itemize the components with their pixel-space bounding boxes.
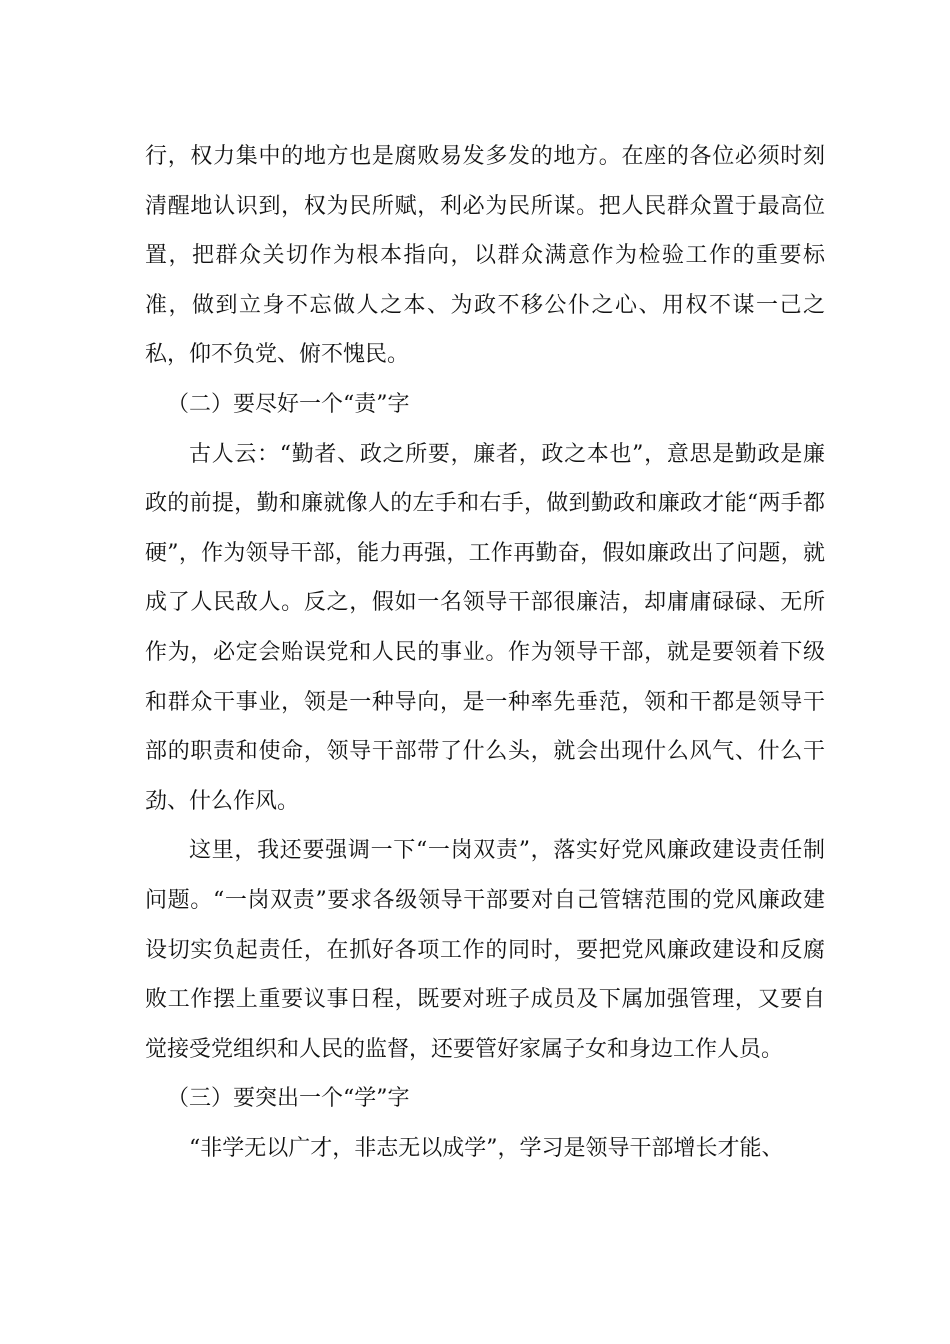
- document-body: [145, 132, 825, 1173]
- paragraph-continuation: 行，权力集中的地方也是腐败易发多发的地方。在座的各位必须时刻清醒地认识到，权为民所赋，利必为民所谋。把人民群众置于最高位置，把群众关切作为根本指向，以群众满意作为检验工作的重要标准，做到立身不忘做人之本、为政不移公仆之心、用权不谋一己之私，仰不负党、俯不愧民。: [145, 144, 825, 368]
- paragraph-learning: “非学无以广才，非志无以成学”，学习是领导干部增长才能、: [189, 1135, 784, 1161]
- paragraph-dual-responsibility: 这里，我还要强调一下“一岗双责”，落实好党风廉政建设责任制问题。“一岗双责”要求各级领导干部要对自己管辖范围的党风廉政建设切实负起责任，在抓好各项工作的同时，要把党风廉政建设和反腐败工作摆上重要议事日程，既要对班子成员及下属加强管理，又要自觉接受党组织和人民的监督，还要管好家属子女和身边工作人员。: [145, 838, 825, 1062]
- section-heading-learning: （三）要突出一个“学”字: [167, 1086, 410, 1112]
- paragraph-diligence-integrity: 古人云：“勤者、政之所要，廉者，政之本也”，意思是勤政是廉政的前提，勤和廉就像人的左手和右手，做到勤政和廉政才能“两手都硬”，作为领导干部，能力再强，工作再勤奋，假如廉政出了问题，就成了人民敌人。反之，假如一名领导干部很廉洁，却庸庸碌碌、无所作为，必定会贻误党和人民的事业。作为领导干部，就是要领着下级和群众干事业，领是一种导向，是一种率先垂范，领和干都是领导干部的职责和使命，领导干部带了什么头，就会出现什么风气、什么干劲、什么作风。: [145, 441, 825, 814]
- section-heading-responsibility: （二）要尽好一个“责”字: [167, 391, 410, 417]
